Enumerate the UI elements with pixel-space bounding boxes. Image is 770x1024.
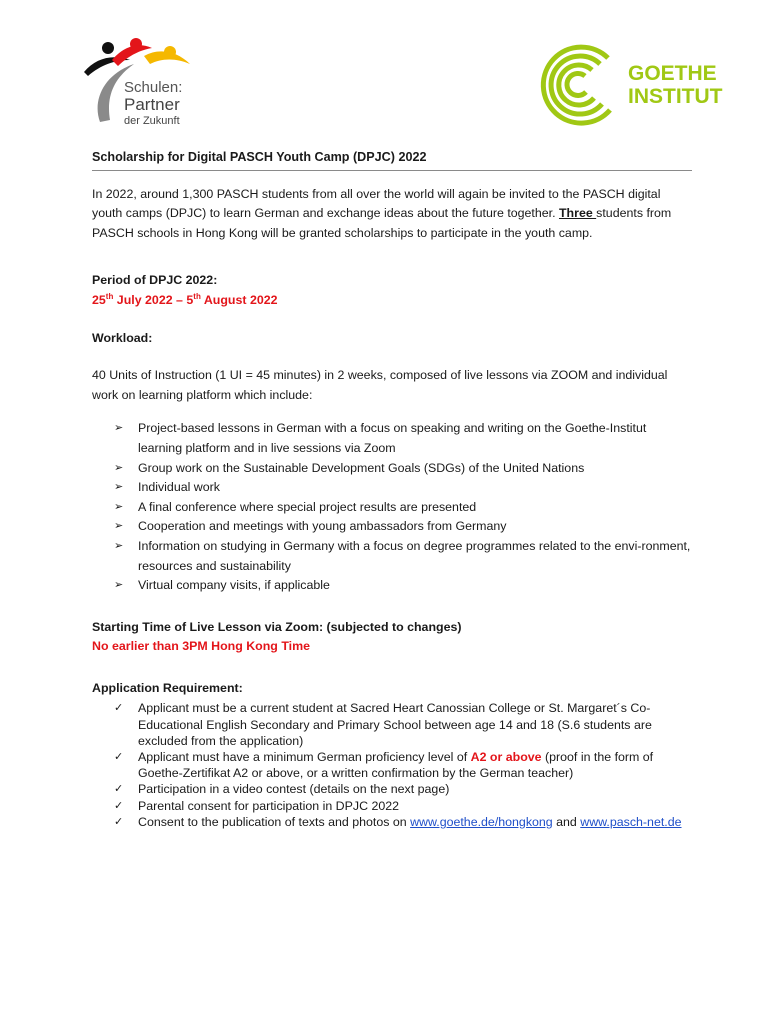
arrow-bullet-icon: ➢ <box>114 500 124 513</box>
goethe-hongkong-link[interactable]: www.goethe.de/hongkong <box>410 814 553 829</box>
req-2-after: (proof in the form of Goethe-Zertifikat A2 or above, or a written confirmation by the German teacher) <box>138 750 654 781</box>
list-item-text: Parental consent for participation in DPJC 2022 <box>138 798 400 813</box>
pasch-logo-line2: Partner <box>124 95 180 114</box>
period-start-sup: th <box>105 291 114 301</box>
goethe-logo-line2: INSTITUT <box>628 85 723 108</box>
period-start-rest: July 2022 – <box>113 292 187 307</box>
requirement-heading: Application Requirement: <box>92 680 243 695</box>
req-5-mid: and <box>552 814 581 829</box>
pasch-logo-line1: Schulen: <box>124 79 183 96</box>
list-item <box>92 537 692 576</box>
arrow-bullet-icon: ➢ <box>114 539 124 552</box>
intro-paragraph <box>92 185 692 244</box>
requirement-list <box>92 700 692 830</box>
list-item <box>92 517 692 537</box>
list-item-text: Individual work <box>138 480 220 495</box>
list-item <box>92 814 692 830</box>
starting-time-text: No earlier than 3PM Hong Kong Time <box>92 639 311 654</box>
workload-text: 40 Units of Instruction (1 UI = 45 minutes) in 2 weeks, composed of live lessons via ZOOM and individual work on learning platform which include: <box>92 368 668 402</box>
intro-text-after: students from PASCH schools in Hong Kong will be granted scholarships to participate in the youth camp. <box>92 206 672 240</box>
goethe-logo-rings <box>543 47 610 123</box>
list-item-text: Cooperation and meetings with young ambassadors from Germany <box>138 519 507 534</box>
period-heading: Period of DPJC 2022: <box>92 273 218 288</box>
list-item <box>92 478 692 498</box>
check-bullet-icon: ✓ <box>114 783 124 796</box>
req-5-before: Consent to the publication of texts and photos on <box>138 814 411 829</box>
check-bullet-icon: ✓ <box>114 799 124 812</box>
period-start-day: 25 <box>92 292 106 307</box>
starting-time-heading: Starting Time of Live Lesson via Zoom: (subjected to changes) <box>92 619 462 634</box>
list-item <box>92 798 692 814</box>
list-item-text: Project-based lessons in German with a focus on speaking and writing on the Goethe-Institut learning platform and in live sessions via Zoom <box>138 421 647 455</box>
list-item <box>92 700 692 749</box>
arrow-bullet-icon: ➢ <box>114 461 124 474</box>
check-bullet-icon: ✓ <box>114 815 124 828</box>
arrow-bullet-icon: ➢ <box>114 579 124 592</box>
check-bullet-icon: ✓ <box>114 751 124 764</box>
list-item <box>92 781 692 797</box>
list-item <box>92 749 692 781</box>
list-item-text: Group work on the Sustainable Development Goals (SDGs) of the United Nations <box>138 460 585 475</box>
list-item-text: A final conference where special project results are presented <box>138 499 477 514</box>
list-item-text: Information on studying in Germany with a focus on degree programmes related to the envi-ronment, resources and sustainability <box>138 538 691 573</box>
workload-heading: Workload: <box>92 330 153 345</box>
pasch-net-link[interactable]: www.pasch-net.de <box>580 814 682 829</box>
document-title: Scholarship for Digital PASCH Youth Camp (DPJC) 2022 <box>92 148 692 171</box>
period-dates <box>92 291 692 311</box>
list-item <box>92 498 692 518</box>
pasch-logo-line3: der Zukunft <box>124 115 180 127</box>
workload-list <box>92 419 692 595</box>
goethe-logo-line1: GOETHE <box>628 62 717 85</box>
intro-text-before: In 2022, around 1,300 PASCH students from all over the world will again be invited to the PASCH digital youth camps (DPJC) to learn German and exchange ideas about the future together. <box>92 186 661 221</box>
arrow-bullet-icon: ➢ <box>114 481 124 494</box>
period-end-sup: th <box>193 291 201 301</box>
document-body <box>92 148 692 830</box>
list-item <box>92 576 692 596</box>
list-item <box>92 459 692 479</box>
list-item-text: Applicant must be a current student at Sacred Heart Canossian College or St. Margaret´s Co-Educational English Secondary and Primary School between age 14 and 18 (S.6 students are excluded from the application) <box>138 701 652 748</box>
period-end-day: 5 <box>186 292 194 307</box>
intro-emphasis: Three <box>558 206 597 221</box>
req-2-before: Applicant must have a minimum German proficiency level of <box>138 750 471 765</box>
goethe-logo <box>530 42 726 126</box>
list-item-text: Participation in a video contest (details on the next page) <box>138 782 450 797</box>
check-bullet-icon: ✓ <box>114 702 124 715</box>
period-end-rest: August 2022 <box>200 292 278 307</box>
pasch-logo <box>78 34 198 130</box>
arrow-bullet-icon: ➢ <box>114 520 124 533</box>
req-2-emphasis: A2 or above <box>470 750 542 765</box>
list-item <box>92 419 692 458</box>
list-item-text: Virtual company visits, if applicable <box>138 578 330 593</box>
arrow-bullet-icon: ➢ <box>114 422 124 435</box>
